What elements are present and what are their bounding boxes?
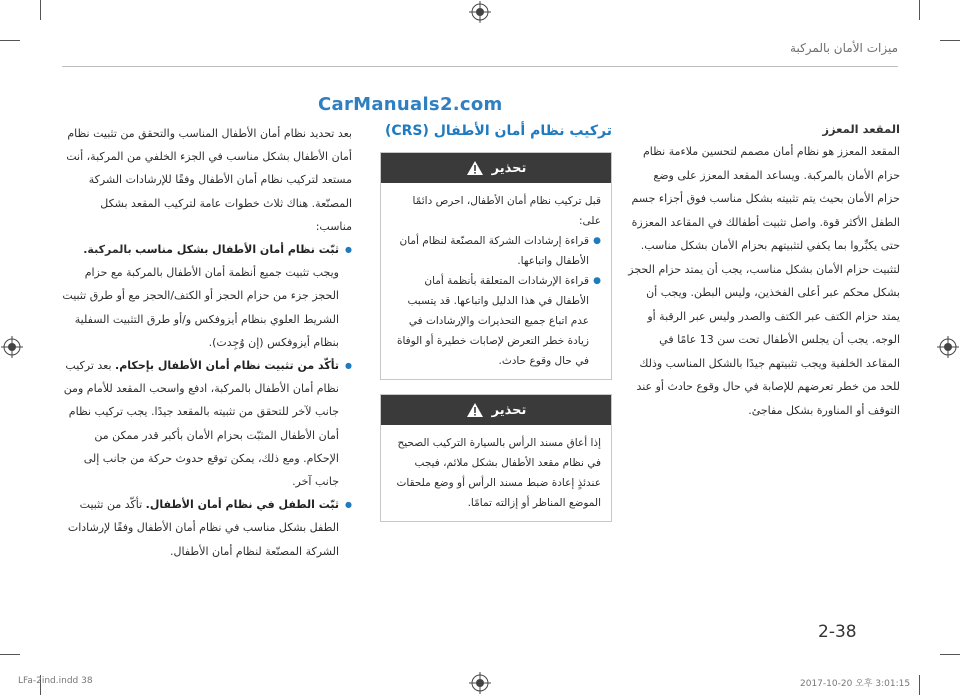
step-text: تأكّد من تثبيت الطفل بشكل مناسب في نظام أمان الأطفال وفقًا لإرشادات الشركة المصنّعة لنظام أمان الأطفال. xyxy=(67,498,339,558)
installation-intro: بعد تحديد نظام أمان الأطفال المناسب والتحقق من تثبيت نظام أمان الأطفال بشكل مناسب في الجزء الخلفي من المركبة، أنت مستعد لتركيب نظام أمان الأطفال وفقًا للإرشادات الشركة المصنّعة. هناك ثلاث خطوات عامة لتركيب المقعد بشكل مناسب: xyxy=(66,127,352,233)
left-column xyxy=(62,122,352,563)
warning-triangle-icon xyxy=(466,160,484,176)
step-lead: ثبّت نظام أمان الأطفال بشكل مناسب xyxy=(135,243,339,257)
crop-mark xyxy=(940,654,960,655)
booster-seat-body: المقعد المعزز هو نظام أمان مصمم لتحسين ملاءمة نظام حزام الأمان بالمركبة. ويساعد المقعد المعزز على وضع حزام الأمان بحيث يتم تثبيته بشكل مناسب فوق أجزاء جسم الطفل الأكثر قوة. واصل تثبيت أطفالك في المقاعد المعززة حتى يكبِّروا بما يكفي لتثبيتهم بحزام الأمان بشكل مناسب. لتثبيت حزام الأمان بشكل مناسب، يجب أن يمتد حزام الحجز بشكل محكم عبر أعلى الفخذين، وليس البطن. ويجب أن يمتد حزام الكتف عبر الكتف والصدر وليس عبر الرقبة أو الوجه. يجب أن يجلس الأطفال تحت سن 13 عامًا في المقاعد الخلفية ويجب تثبيتهم جيدًا بالشكل المناسب وذلك للحد من خطر تعرضهم للإصابة في حال وقوع حادث أو عند التوقف أو المناورة بشكل مفاجئ. xyxy=(628,145,900,417)
registration-mark-icon xyxy=(1,336,23,358)
section-title: تركيب نظام أمان الأطفال (CRS) xyxy=(384,123,612,139)
page-number: 2-38 xyxy=(818,622,857,642)
warning-title: تحذير xyxy=(491,160,527,176)
warning-text: إذا أعاق مسند الرأس بالسيارة التركيب الصحيح في نظام مقعد الأطفال بشكل ملائم، فيجب عندئذٍ إعادة ضبط مسند الرأس أو وضع ملحقات الموضع المناظر أو إزالته تمامًا. xyxy=(396,437,601,509)
step-lead: ثبّت الطفل في نظام أمان الأطفال. xyxy=(145,498,339,512)
warning-body xyxy=(381,183,611,379)
header-divider xyxy=(62,66,898,67)
step-text: بعد تركيب نظام أمان الأطفال بالمركبة، ادفع واسحب المقعد للأمام ومن جانب لآخر للتحقق من تثبيته بالمقعد جيدًا. يجب تركيب نظام أمان الأطفال المثبّت بحزام الأمان بأكبر قدر ممكن من الإحكام. ومع ذلك، يمكن توقع حدوث حركة من جانب إلى جانب آخر. xyxy=(63,359,339,489)
step-lead: تأكّد من تثبيت نظام أمان الأطفال بإحكام. xyxy=(115,359,339,373)
warning-box xyxy=(380,152,612,380)
list-item: ● قراءة الإرشادات المتعلقة بأنظمة أمان الأطفال في هذا الدليل واتباعها. قد يتسبب عدم اتباع جميع التحذيرات والإرشادات في زيادة خطر التعرض لإصابات خطيرة أو الوفاة في حال وقوع حادث. xyxy=(391,271,601,371)
running-header: ميزات الأمان بالمركبة xyxy=(790,41,898,55)
installation-steps xyxy=(62,238,352,563)
list-item xyxy=(62,493,352,563)
step-keyword: بالمركبة. xyxy=(83,243,132,257)
crop-mark xyxy=(0,654,20,655)
warning-header xyxy=(381,153,611,183)
crop-mark xyxy=(0,40,20,41)
warning-body xyxy=(381,425,611,521)
footer-timestamp: 2017-10-20 오후 3:01:15 xyxy=(800,679,911,689)
crop-mark xyxy=(940,40,960,41)
footer-file-name: LFa-2ind.indd 38 xyxy=(18,676,93,686)
right-column xyxy=(628,122,900,422)
step-text: ويجب تثبيت جميع أنظمة أمان الأطفال بالمركبة مع حزام الحجز جزء من حزام الحجز أو الكتف/الحجز مع أو طرق تثبيت الشريط العلوي بنظام أيزوفكس و/أو طرق التثبيت السفلية بنظام أيزوفكس (إن وُجِدت). xyxy=(62,266,339,349)
middle-column xyxy=(380,120,612,536)
list-item xyxy=(62,238,352,354)
list-item xyxy=(62,354,352,493)
crop-mark xyxy=(919,675,920,695)
warning-intro: قبل تركيب نظام أمان الأطفال، احرص دائمًا على: xyxy=(412,195,601,227)
registration-mark-icon xyxy=(469,1,491,23)
warning-title: تحذير xyxy=(491,402,527,418)
registration-mark-icon xyxy=(937,336,959,358)
registration-mark-icon xyxy=(469,672,491,694)
warning-header xyxy=(381,395,611,425)
list-item: ● قراءة إرشادات الشركة المصنّعة لنظام أمان الأطفال واتباعها. xyxy=(391,231,601,271)
crop-mark xyxy=(40,0,41,20)
warning-list xyxy=(391,231,601,371)
crop-mark xyxy=(919,0,920,20)
warning-triangle-icon xyxy=(466,402,484,418)
watermark: CarManuals2.com xyxy=(318,94,503,115)
warning-box xyxy=(380,394,612,522)
booster-seat-heading: المقعد المعزز xyxy=(822,122,900,136)
